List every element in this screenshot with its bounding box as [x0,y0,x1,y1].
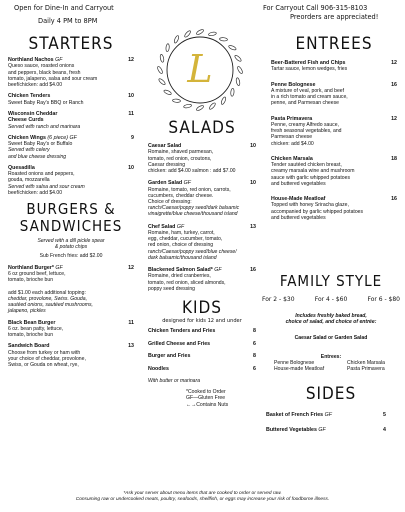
item-description: Romaine, dried cranberries, [148,273,211,280]
item-description: red onion, choice of dressing [148,242,214,249]
item-description-italic: Served with salsa and sour cream [8,183,85,190]
item-price: 12 [128,57,134,63]
laurel-leaf [209,102,217,110]
item-price: 13 [250,223,256,230]
item-description: Queso sauce, roasted onions [8,63,75,70]
item-description: and buttered vegetables [271,180,326,187]
sides-title: SIDES [305,384,357,405]
side-item-name [266,427,326,433]
menu-item [8,265,134,315]
fries-sub-note: Sub French fries: add $2.00 [39,253,103,260]
item-price: 10 [250,143,256,149]
item-tag: GF [55,57,63,63]
item-title: Sandwich Board [8,343,50,350]
carryout-phone: For Carryout Call 906-315-8103 [263,4,368,12]
item-description: Choose from turkey or ham with [8,349,81,356]
family-note-1: Includes freshly baked bread, [295,313,367,319]
family-prices [262,296,400,303]
item-price: 10 [250,180,256,187]
kids-item-name: Noodles [148,365,169,372]
item-title: Northland Burger* [8,264,54,271]
laurel-leaf [208,32,216,37]
item-title: Caesar Salad [148,143,182,149]
item-tag: GF [214,267,222,274]
item-description: chicken: add $4.00 salmon : add $7.00 [148,168,236,175]
laurel-leaf [166,44,170,52]
family-entree: Pasta Primavera [347,366,385,373]
item-description: A mixture of veal, pork, and beef [271,88,345,95]
laurel-leaf [196,105,205,112]
family-entree: Chicken Marsala [347,359,385,366]
menu-item [148,143,256,174]
family-note-2: choice of salad, and choice of entrée: [285,319,377,326]
item-description: Tender sautéed chicken breast, [271,162,342,169]
item-description: egg, cheddar, cucumber, tomato, [148,236,223,243]
kids-item-name: Grilled Cheese and Fries [148,340,211,347]
item-price: 18 [391,155,397,162]
item-title: Chef Salad [148,223,176,230]
item-title: Blackened Salmon Salad* [148,267,213,274]
item-tag: (6 piece) GF [47,134,77,141]
item-price: 10 [128,93,134,100]
side-item [266,412,386,418]
kids-item-name: Burger and Fries [148,353,191,360]
family-entrees-grid [262,360,400,372]
side-item-tag: GF [318,426,326,433]
starters-title: STARTERS [28,34,114,54]
family-price-2: For 2 - $30 [262,296,295,303]
item-description: Choice of dressing: [148,199,192,206]
item-tag: GF [55,264,63,271]
laurel-leaf [184,30,192,38]
item-description-italic: cheddar, provolone, Swiss. Gouda, [8,295,88,302]
item-tag: GF [183,180,191,187]
item-description: tomato, brioche bun [8,332,54,339]
noodles-note: With butter or marinara [148,377,201,384]
menu-item [271,116,397,147]
item-tag: GF [176,223,185,230]
salads-title: SALADS [168,118,236,138]
menu-item [8,320,134,339]
item-description: Sweet Baby Ray's or Buffalo [8,141,73,148]
laurel-leaf [160,54,165,62]
item-description: penne, and Parmesan cheese [271,100,339,107]
item-description: Penne, creamy Alfredo sauce, [271,122,339,129]
item-price: 16 [250,267,256,274]
menu-item [148,224,256,261]
kids-item [148,366,256,372]
laurel-leaf [173,35,179,44]
item-description-italic: ranch/Caesar/poppy seed/blue cheese/ [148,248,237,255]
item-description: 6 oz. bean patty, lettuce, [8,325,64,332]
item-description: accompanied by garlic whipped potatoes [271,208,364,215]
item-title: Pasta Primavera [271,115,313,122]
kids-item-price: 6 [253,340,256,347]
dine-in-heading: Open for Dine-In and Carryout [14,4,114,12]
item-price: 13 [128,343,134,350]
item-title: Chicken Wings [8,134,46,141]
kids-list [148,328,256,372]
restaurant-logo [155,28,245,113]
item-description: add $1.00 each additional topping: [8,289,86,296]
laurel-leaf [236,77,241,85]
item-price: 12 [128,264,134,271]
item-title: Beer-Battered Fish and Chips [271,60,346,66]
entrees-list [271,60,397,221]
item-description: tomato, red onion, sliced almonds, [148,279,226,286]
sides-list [262,412,400,433]
item-description-italic: jalapeno, pickles [8,308,46,315]
item-price: 12 [391,60,397,66]
menu-item [271,156,397,187]
salads-list [148,143,256,292]
legend-line: GF—Gluten Free [186,395,226,402]
item-description: tomato, red onion, croutons, [148,155,212,162]
family-title: FAMILY STYLE [279,272,383,290]
family-section [262,272,400,441]
family-entrees-label: Entrees: [320,353,342,360]
menu-item [8,135,134,160]
item-description: tomato, jalapeno, salsa and sour cream [8,75,98,82]
item-description: Caesar dressing [148,161,186,168]
item-title: Penne Bolognese [271,81,316,88]
item-description-italic: and blue cheese dressing [8,153,67,160]
kids-item [148,341,256,347]
item-title: Chicken Tenders [8,93,51,100]
item-title: Black Bean Burger [8,319,56,326]
right-column [271,34,397,230]
item-title: Quesadilla [8,164,35,171]
menu-legend [186,389,256,408]
item-description: beef/chicken: add $4.00 [8,82,63,89]
item-price: 16 [391,196,397,203]
side-item-price: 5 [383,412,386,419]
side-item-price: 4 [383,426,386,433]
item-name [8,343,50,349]
item-title: Northland Nachos [8,57,54,63]
item-description-italic: dark balsamic/thousand island [148,254,217,261]
menu-item [8,93,134,106]
menu-item [8,165,134,196]
item-name [8,93,50,99]
entrees-title: ENTREES [295,34,373,54]
item-description: cucumbers, cheddar cheese. [148,192,214,199]
kids-item-price: 8 [253,353,256,360]
footer-line-2: Consuming raw or undercooked meats, poultry, seafoods, shellfish, or eggs may increase your risk of foodborne illness. [75,497,330,502]
legend-line: ←→Contains Nuts [186,401,229,408]
preorders-note: Preorders are appreciated! [290,13,379,21]
menu-item [271,82,397,107]
laurel-leaf [158,78,166,86]
item-description: 6 oz ground beef, lettuce, [8,271,66,278]
hours-text: Daily 4 PM to 8PM [38,17,98,25]
item-price: 10 [128,164,134,171]
item-description: gouda, mozzarella [8,177,50,184]
burgers-note-2: & potato chips [54,244,88,251]
kids-item-price: 8 [253,328,256,335]
item-description: creamy marsala wine and mushroom [271,168,355,175]
side-item-tag: GF [324,412,332,419]
kids-item-name: Chicken Tenders and Fries [148,328,216,335]
laurel-leaf [219,37,227,41]
family-entree: House-made Meatloaf [274,366,325,373]
kids-subtitle: designed for kids 12 and under [162,318,242,325]
item-description-italic: Served with ranch and marinara [8,123,81,130]
item-description: Roasted onions and peppers, [8,171,75,178]
item-name [8,320,55,326]
footer-line-1: *Ask your server about menu items that are cooked to order or served raw. [123,491,282,496]
item-description: and peppers, black beans, fresh [8,69,81,76]
kids-item [148,353,256,359]
item-description: sauce with garlic whipped potatoes [271,174,351,181]
side-item-name [266,412,332,418]
footer-disclaimer [0,491,405,503]
item-description: chicken: add $4.00 [271,140,314,147]
item-description-italic: Served with celery [8,147,50,154]
item-description: poppy seed dressing [148,285,196,292]
kids-title: KIDS [181,298,223,319]
item-description-italic: sautéed onions, sautéed mushrooms, [8,302,93,309]
laurel-leaf [163,89,172,95]
laurel-leaf [183,104,191,109]
item-title: Garden Salad [148,180,183,187]
item-description: Romaine, tomato, red onion, carrots, [148,186,231,193]
laurel-leaf [220,96,226,105]
item-name-line-2: Cheese Curds [8,117,44,124]
item-description: your choice of cheddar, provolone, [8,355,86,362]
menu-item [8,57,134,88]
laurel-leaf [228,45,237,51]
side-item-title: Basket of French Fries [266,412,324,419]
laurel-leaf [230,88,234,96]
item-name [148,180,191,186]
burgers-note-1: Served with a dill pickle spear [37,238,105,245]
kids-item-price: 6 [253,365,256,372]
laurel-leaf [172,99,180,103]
family-price-6: For 6 - $80 [367,296,400,303]
kids-item [148,328,256,334]
item-title: Wisconsin Cheddar [8,110,58,117]
item-description: Tartar sauce, lemon wedges, fries [271,66,348,73]
item-price: 9 [131,134,134,141]
item-description: Parmesan cheese [271,134,313,141]
laurel-leaf [234,54,242,62]
left-column [8,34,134,373]
middle-column [148,118,256,408]
item-price: 16 [391,81,397,88]
item-price: 11 [128,319,134,326]
item-description: beef/chicken: add $4.00 [8,189,63,196]
family-price-4: For 4 - $60 [314,296,348,303]
item-description: Romaine, shaved parmesan, [148,149,214,156]
item-price: 11 [128,110,134,117]
family-salad-choice: Caesar Salad or Garden Salad [294,335,368,342]
item-description: Topped with honey Sriracha glaze, [271,202,349,209]
menu-item [8,343,134,368]
menu-item [8,111,134,130]
burgers-list [8,265,134,369]
menu-item [271,196,397,221]
item-description: fresh seasonal vegetables, and [271,128,342,135]
item-title: House-Made Meatloaf [271,196,326,203]
item-description-italic: vinaigrette/blue cheese/thousand island [148,211,238,218]
item-title: Chicken Marsala [271,155,313,162]
item-description: and buttered vegetables [271,214,326,221]
item-description: Sweet Baby Ray's BBQ or Ranch [8,99,84,106]
item-description-italic: ranch/Caesar/poppy seed/dark balsamic [148,205,240,212]
family-entree: Penne Bolognese [274,359,315,366]
logo-letter: L [187,47,213,91]
item-description: in a rich tomato and cream sauce, [271,94,348,101]
burgers-title: BURGERS & SANDWICHES [19,200,123,236]
starters-list [8,57,134,196]
laurel-leaf [157,66,164,75]
menu-item [148,267,256,292]
item-price: 12 [391,115,397,122]
item-description: Swiss, or Gouda on wheat, rye, [8,362,79,369]
item-description: tomato, brioche bun [8,277,54,284]
item-description: Romaine, ham, turkey, carrot, [148,230,215,237]
laurel-leaf [237,66,244,75]
side-item-title: Buttered Vegetables [266,426,317,433]
laurel-leaf [196,29,205,36]
legend-line: *Cooked to Order [186,389,226,396]
side-item [266,427,386,433]
menu-item [148,180,256,217]
menu-item [271,60,397,73]
